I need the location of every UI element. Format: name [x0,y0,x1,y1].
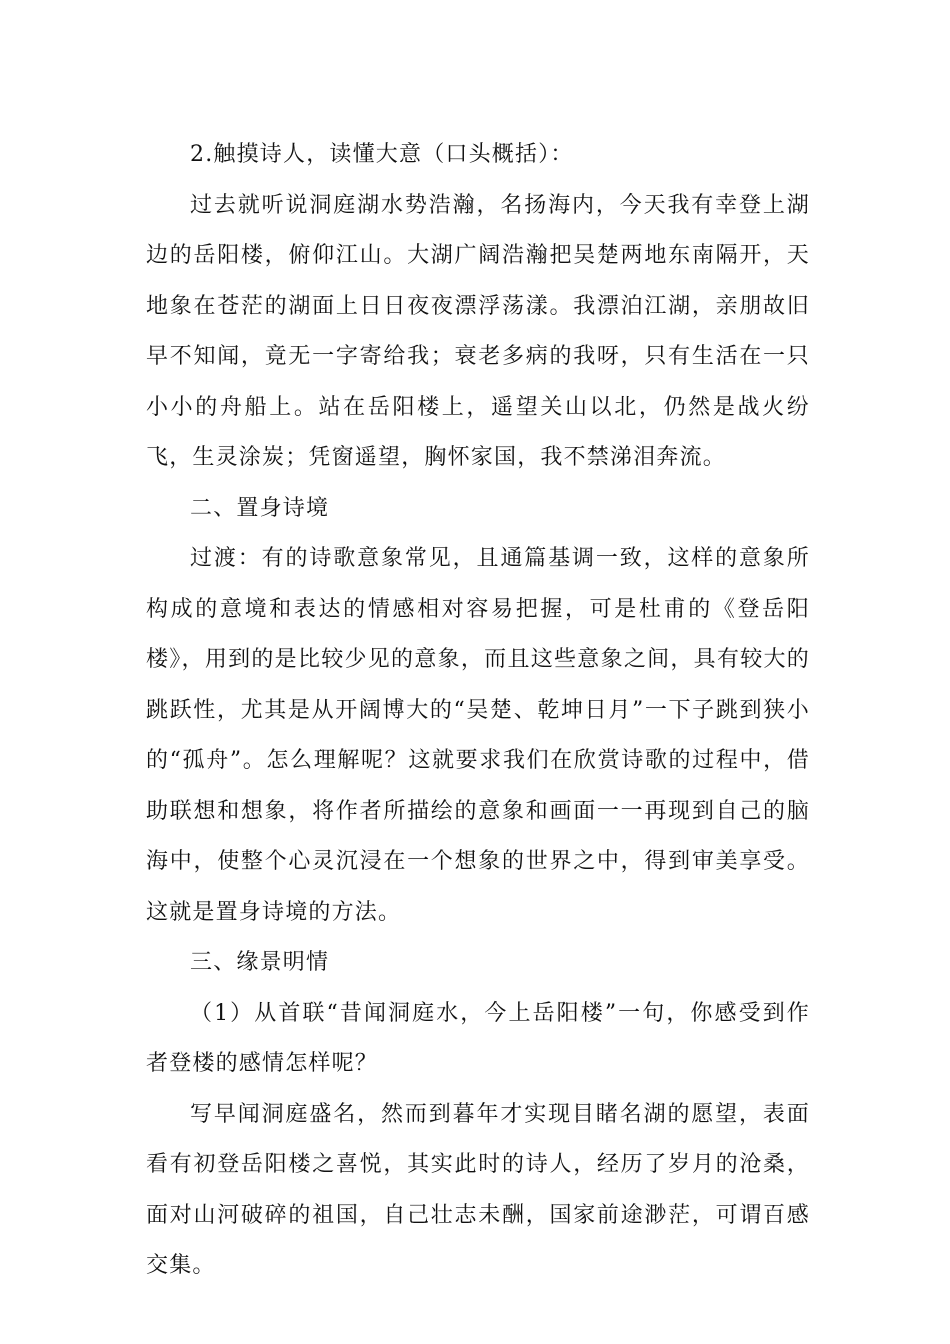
question-first-couplet: （1）从首联“昔闻洞庭水，今上岳阳楼”一句，你感受到作者登楼的感情怎样呢？ [146,1000,810,1076]
document-body [146,130,810,1292]
paragraph-poem-paraphrase: 过去就听说洞庭湖水势浩瀚，名扬海内，今天我有幸登上湖边的岳阳楼，俯仰江山。大湖广阔浩瀚把吴楚两地东南隔开，天地象在苍茫的湖面上日日夜夜漂浮荡漾。我漂泊江湖，亲朋故旧早不知闻，竟无一字寄给我；衰老多病的我呀，只有生活在一只小小的舟船上。站在岳阳楼上，遥望关山以北，仍然是战火纷飞，生灵涂炭；凭窗遥望，胸怀家国，我不禁涕泪奔流。 [146,192,810,470]
section-heading-immerse-in-poem: 二、置身诗境 [190,495,330,521]
subsection-heading-touch-poet: 2.触摸诗人，读懂大意（口头概括）： [190,142,574,167]
paragraph-transition: 过渡：有的诗歌意象常见，且通篇基调一致，这样的意象所构成的意境和表达的情感相对容易把握，可是杜甫的《登岳阳楼》，用到的是比较少见的意象，而且这些意象之间，具有较大的跳跃性，尤其是从开阔博大的“吴楚、乾坤日月”一下子跳到狭小的“孤舟”。怎么理解呢？这就要求我们在欣赏诗歌的过程中，借助联想和想象，将作者所描绘的意象和画面一一再现到自己的脑海中，使整个心灵沉浸在一个想象的世界之中，得到审美享受。这就是置身诗境的方法。 [146,546,810,925]
section-heading-scene-to-emotion: 三、缘景明情 [190,950,330,975]
paragraph-answer-first-couplet: 写早闻洞庭盛名，然而到暮年才实现目睹名湖的愿望，表面看有初登岳阳楼之喜悦，其实此时的诗人，经历了岁月的沧桑，面对山河破碎的祖国，自己壮志未酬，国家前途渺茫，可谓百感交集。 [146,1101,810,1278]
